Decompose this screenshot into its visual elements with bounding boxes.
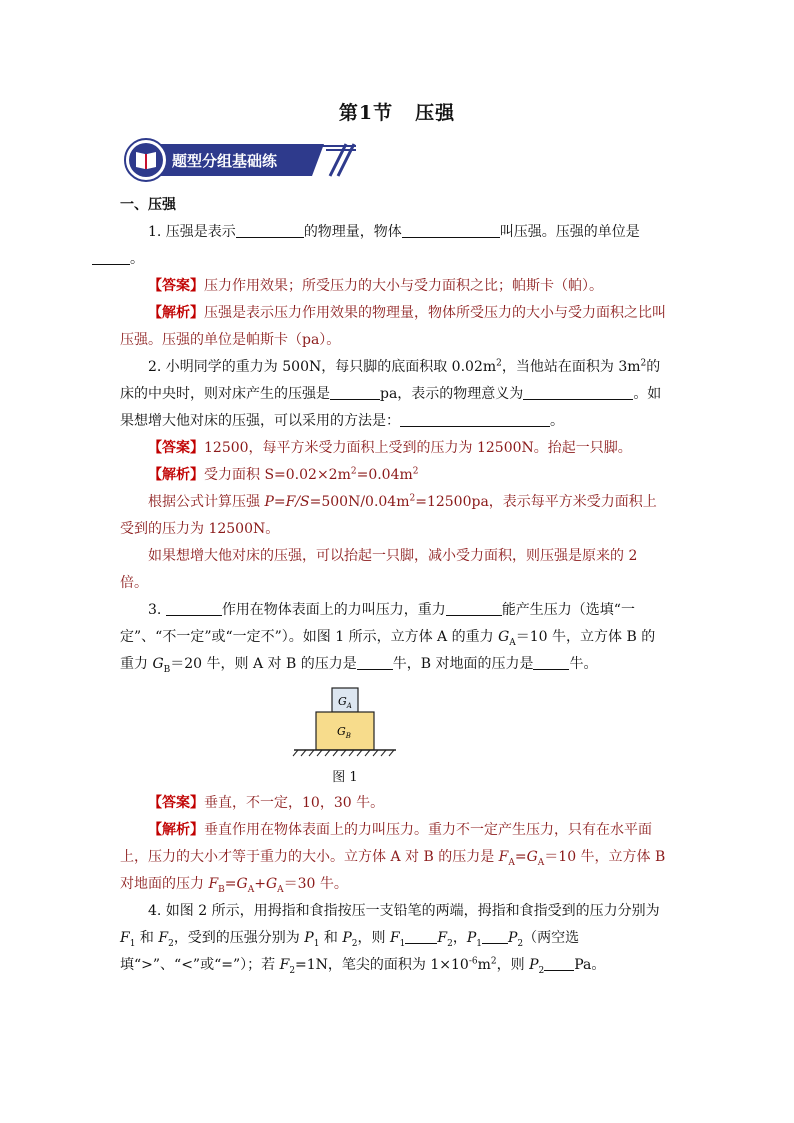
analysis-1: 【解析】压强是表示压力作用效果的物理量，物体所受压力的大小与受力面积之比叫压强。压强的单位是帕斯卡（pa）。 <box>120 305 666 348</box>
figure-caption: 图 1 <box>332 770 358 785</box>
svg-text:GB: $G_B$ <box>337 725 351 740</box>
svg-text:GA: $G_A$ <box>338 695 352 710</box>
book-icon <box>136 152 156 169</box>
answer-blank[interactable] <box>402 221 500 238</box>
answer-blank[interactable] <box>482 927 508 944</box>
page-title: 第1节 压强 <box>338 102 456 124</box>
answer-blank[interactable] <box>533 653 569 670</box>
answer-blank[interactable] <box>405 927 437 944</box>
analysis-3: 【解析】垂直作用在物体表面上的力叫压力。重力不一定产生压力，只有在水平面上，压力的大小才等于重力的大小。立方体 A 对 B 的压力是 $F_A=G_A=10$ 牛，立方体 B 对地面的压力 $F_B=G_A+G_A=30$ 牛。 <box>120 822 666 895</box>
answer-blank[interactable] <box>523 383 633 400</box>
cubes-diagram <box>292 686 398 766</box>
answer-blank[interactable] <box>92 248 130 265</box>
answer-blank[interactable] <box>446 599 502 616</box>
answer-blank[interactable] <box>236 221 304 238</box>
question-4: 4. 如图 2 所示，用拇指和食指按压一支铅笔的两端，拇指和食指受到的压力分别为 $F_1$ 和 $F_2$，受到的压强分别为 $P_1$ 和 $P_2$，则 $F_1$ $F_2$，$P_1$ $P_2$（两空选填“>”、“<”或“=”）；若 $F_2=1N$，笔尖的面积为 $1\times 10^{-6}m^2$，则 $P_2$ Pa。 <box>120 903 660 976</box>
answer-blank[interactable] <box>166 599 222 616</box>
question-1: 1. 压强是表示 的物理量，物体 叫压强。压强的单位是 。 <box>120 219 668 273</box>
question-3: 3. 作用在物体表面上的力叫压力，重力 能产生压力（选填“一定”、“不一定”或“一定不”）。如图 1 所示，立方体 A 的重力 $G_A=10$ 牛，立方体 B 的重力 $G_B=20$ 牛，则 A 对 B 的压力是 牛，B 对地面的压力是 牛。 <box>120 597 668 678</box>
document-body <box>120 192 668 979</box>
question-2: 2. 小明同学的重力为 500N，每只脚的底面积取 $0.02m^2$，当他站在面积为 $3m^2$的床的中央时，则对床产生的压强是 pa，表示的物理意义为 。如果想增大他对床的压强，可以采用的方法是： 。 <box>120 358 662 429</box>
answer-blank[interactable] <box>357 653 393 670</box>
banner-label: 题型分组基础练 <box>172 152 278 170</box>
figure-1 <box>120 686 668 790</box>
answer-blank[interactable] <box>330 383 380 400</box>
analysis-2-formula: 根据公式计算压强 $P=F/S=500N/0.04m^2=12500pa$，表示每平方米受力面积上受到的压力为 12500N。 <box>120 493 657 537</box>
answer-1: 【答案】压力作用效果；所受压力的大小与受力面积之比；帕斯卡（帕）。 <box>148 278 603 294</box>
answer-blank[interactable] <box>544 954 574 971</box>
analysis-2: 【解析】受力面积 $S=0.02\times 2m^2=0.04m^2$ <box>148 466 419 483</box>
answer-2: 【答案】12500，每平方米受力面积上受到的压力为 12500N。抬起一只脚。 <box>148 440 632 456</box>
answer-blank[interactable] <box>400 410 550 427</box>
analysis-2-conclusion: 如果想增大他对床的压强，可以抬起一只脚，减小受力面积，则压强是原来的 2 倍。 <box>120 548 638 591</box>
answer-3: 【答案】垂直，不一定，10，30 牛。 <box>148 795 385 811</box>
section-heading: 一、压强 <box>120 197 176 213</box>
